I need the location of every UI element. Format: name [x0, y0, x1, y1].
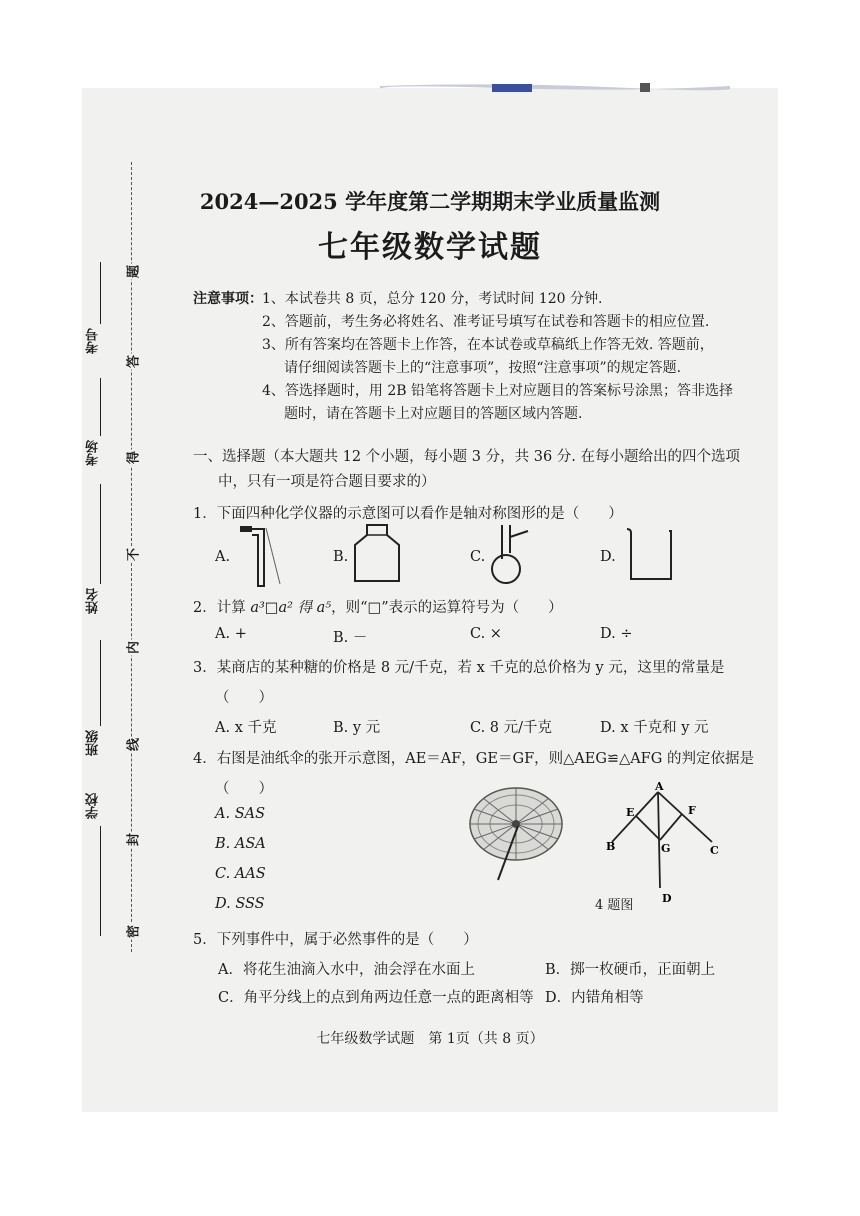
section1-heading: 一、选择题（本大题共 12 个小题，每小题 3 分，共 36 分. 在每小题给出的四个选项 [193, 449, 740, 465]
seal-char-7: 封 [123, 832, 142, 848]
q1-option-d: D. [600, 549, 616, 565]
q3-option-a: A. x 千克 [215, 720, 277, 736]
q1-stem: 1．下面四种化学仪器的示意图可以看作是轴对称图形的是（ ） [193, 506, 623, 522]
q2-expression: a³□a² 得 a⁵ [250, 600, 332, 616]
school-label: 学校 [86, 793, 101, 819]
q3-option-d: D. x 千克和 y 元 [600, 720, 709, 736]
label-e: E [626, 806, 635, 819]
label-b: B [606, 840, 616, 853]
q3-stem-cont: （ ） [215, 690, 273, 706]
note-item-3-cont: 请仔细阅读答题卡上的“注意事项”，按照“注意事项”的规定答题. [284, 360, 682, 376]
q2-stem-prefix: 2．计算 [193, 600, 251, 616]
top-scan-mark [380, 80, 730, 96]
exam-room-label: 考场 [86, 440, 101, 466]
q2-option-a: A. + [215, 626, 247, 642]
seal-char-1: 题 [123, 264, 142, 280]
q4-option-d: D. SSS [215, 896, 265, 912]
q5-stem: 5．下列事件中，属于必然事件的是（ ） [193, 932, 478, 948]
q1-tube-figure [238, 522, 282, 588]
q3-stem: 3．某商店的某种糖的价格是 8 元/千克，若 x 千克的总价格为 y 元，这里的常量是 [193, 660, 725, 676]
exam-number-label: 考号 [86, 328, 101, 354]
q5-option-d: D．内错角相等 [545, 990, 644, 1006]
note-item-4-cont: 题时，请在答题卡上对应题目的答题区域内答题. [284, 406, 583, 422]
q2-option-c: C. × [470, 626, 502, 642]
name-line [100, 484, 101, 584]
label-d: D [662, 892, 672, 904]
section1-heading-cont: 中，只有一项是符合题目要求的） [218, 474, 436, 490]
q5-option-b: B．掷一枚硬币，正面朝上 [545, 962, 716, 978]
class-label: 班级 [86, 730, 101, 756]
q5-option-c: C．角平分线上的点到角两边任意一点的距离相等 [218, 990, 534, 1006]
q4-stem-cont: （ ） [215, 781, 273, 797]
label-g: G [661, 842, 671, 855]
q4-option-a: A. SAS [215, 806, 266, 822]
seal-char-3: 得 [123, 450, 142, 466]
q1-flask-figure [488, 523, 532, 585]
notes-label: 注意事项： [193, 291, 263, 307]
class-line [100, 640, 101, 726]
q4-stem: 4．右图是油纸伞的张开示意图，AE＝AF，GE＝GF，则△AEG≌△AFG 的判定依据是 [193, 751, 754, 767]
q4-geometry-figure [600, 782, 720, 904]
q1-option-a: A. [215, 549, 231, 565]
q4-option-c: C. AAS [215, 866, 266, 882]
q2-stem-suffix: ，则“□”表示的运算符号为（ ） [331, 600, 563, 616]
exam-number-line [100, 262, 101, 324]
seal-char-5: 内 [123, 640, 142, 656]
q2-stem [193, 596, 563, 617]
seal-char-8: 密 [123, 924, 142, 940]
exam-title-sub: 七年级数学试题 [318, 230, 542, 265]
q1-option-b: B. [333, 549, 349, 565]
q2-option-d: D. ÷ [600, 626, 633, 642]
note-item-4: 4、答选择题时，用 2B 铅笔将答题卡上对应题目的答案标号涂黑；答非选择 [262, 383, 734, 399]
school-line [100, 826, 101, 936]
q1-bottle-figure [353, 523, 401, 583]
q1-beaker-figure [625, 525, 675, 583]
q4-option-b: B. ASA [215, 836, 266, 852]
q4-figure-caption: 4 题图 [595, 898, 634, 913]
q1-option-c: C. [470, 549, 486, 565]
exam-title-main: 2024—2025 学年度第二学期期末学业质量监测 [199, 189, 661, 214]
page-footer: 七年级数学试题 第 1页（共 8 页） [316, 1031, 544, 1047]
seal-char-4: 不 [123, 547, 142, 563]
q5-option-a: A．将花生油滴入水中，油会浮在水面上 [218, 962, 475, 978]
note-item-2: 2、答题前，考生务必将姓名、准考证号填写在试卷和答题卡的相应位置. [262, 314, 710, 330]
note-item-1: 1、本试卷共 8 页，总分 120 分，考试时间 120 分钟. [262, 291, 603, 307]
exam-room-line [100, 378, 101, 436]
umbrella-picture [466, 784, 566, 884]
label-a: A [655, 782, 664, 793]
name-label: 姓名 [86, 588, 101, 614]
label-c: C [710, 844, 719, 857]
q3-option-c: C. 8 元/千克 [470, 720, 553, 736]
seal-char-2: 答 [123, 354, 142, 370]
q3-option-b: B. y 元 [333, 720, 381, 736]
note-item-3: 3、所有答案均在答题卡上作答，在本试卷或草稿纸上作答无效. 答题前， [262, 337, 714, 353]
q2-option-b: B. － [333, 630, 368, 646]
label-f: F [688, 804, 696, 817]
seal-char-6: 线 [123, 737, 142, 753]
